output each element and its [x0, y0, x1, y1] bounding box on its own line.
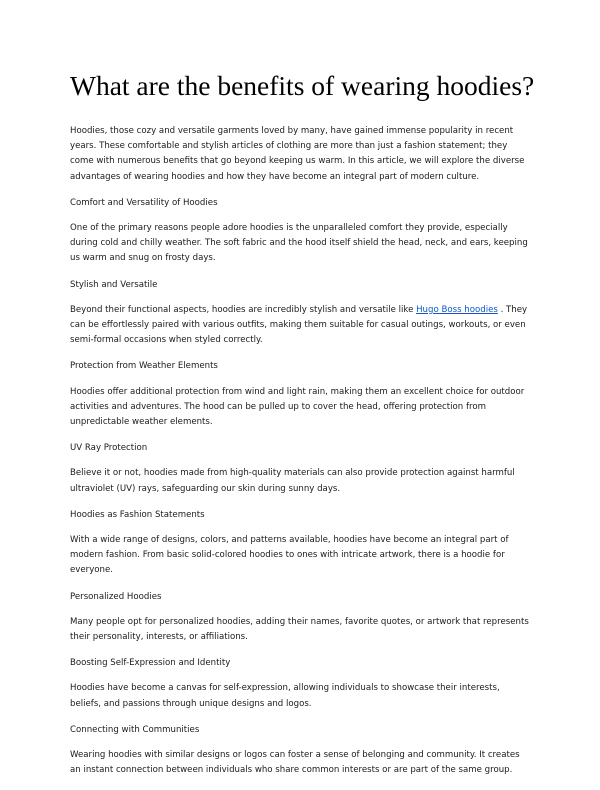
section-body-weather: Hoodies offer additional protection from wind and light rain, making them an excellent choice for outdoor activities and adventures. The hood can be pulled up to cover the head, offering protection from unpredictable weather elements. — [70, 386, 525, 428]
page-title: What are the benefits of wearing hoodies? — [70, 70, 535, 101]
section-heading-personalized: Personalized Hoodies — [70, 591, 162, 602]
section-heading-fashion: Hoodies as Fashion Statements — [70, 509, 205, 520]
section-body-stylish — [70, 303, 532, 349]
section-heading-communities: Connecting with Communities — [70, 724, 200, 735]
stylish-text-before: Beyond their functional aspects, hoodies are incredibly stylish and versatile like — [70, 304, 417, 315]
intro-paragraph: Hoodies, those cozy and versatile garments loved by many, have gained immense popularity in recent years. These comfortable and stylish articles of clothing are more than just a fashion statement; they come with numerous benefits that go beyond keeping us warm. In this article, we will explore the diverse advantages of wearing hoodies and how they have become an integral part of modern culture. — [70, 126, 525, 182]
section-body-uv: Believe it or not, hoodies made from high-quality materials can also provide protection against harmful ultraviolet (UV) rays, safeguarding our skin during sunny days. — [70, 468, 515, 494]
section-body-comfort: One of the primary reasons people adore hoodies is the unparalleled comfort they provide, especially during cold and chilly weather. The soft fabric and the hood itself shield the head, neck, and ears, keeping us warm and snug on frosty days. — [70, 223, 528, 264]
section-body-personalized: Many people opt for personalized hoodies, adding their names, favorite quotes, or artwork that represents their personality, interests, or affiliations. — [70, 616, 529, 643]
article-body — [70, 124, 532, 790]
section-heading-stylish: Stylish and Versatile — [70, 279, 158, 290]
section-heading-self-expression: Boosting Self-Expression and Identity — [70, 658, 231, 669]
section-heading-comfort: Comfort and Versatility of Hoodies — [70, 197, 218, 208]
section-heading-weather: Protection from Weather Elements — [70, 361, 218, 372]
section-body-fashion: With a wide range of designs, colors, and patterns available, hoodies have become an integral part of modern fashion. From basic solid-colored hoodies to ones with intricate artwork, there is a hoodie for everyone. — [70, 535, 509, 576]
hugo-boss-hoodies-link[interactable]: Hugo Boss hoodies — [416, 304, 498, 315]
section-heading-uv: UV Ray Protection — [70, 443, 148, 454]
section-body-communities: Wearing hoodies with similar designs or logos can foster a sense of belonging and community. It creates an instant connection between individuals who share common interests or are part of the same group. — [70, 750, 520, 776]
section-body-self-expression: Hoodies have become a canvas for self-expression, allowing individuals to showcase their interests, beliefs, and passions through unique designs and logos. — [70, 683, 500, 709]
stylish-text-after: . They can be effortlessly paired with various outfits, making them suitable for casual outings, workouts, or even semi-formal occasions when styled correctly. — [70, 304, 528, 346]
